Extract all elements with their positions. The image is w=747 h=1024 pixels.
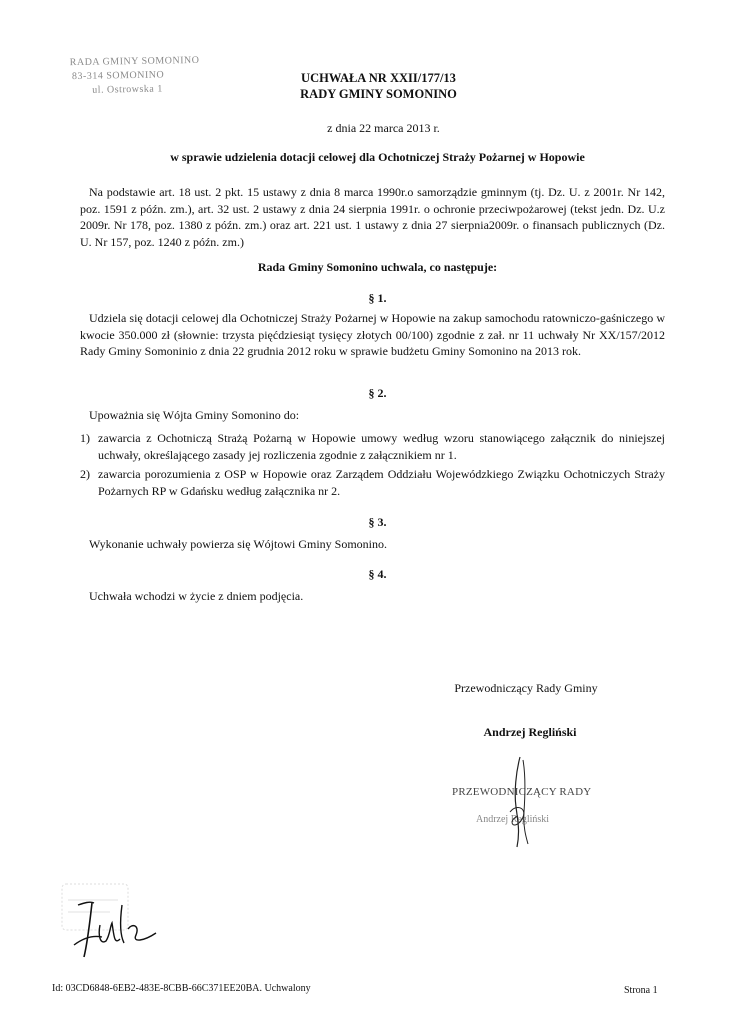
section-1-text: Udziela się dotacji celowej dla Ochotniczej Straży Pożarnej w Hopowie na zakup samochodu ratowniczo-gaśniczego w kwocie 350.000 zł (słownie: trzysta pięćdziesiąt tysięcy złotych 00/100) zgodnie z zał. nr 11 uchwały Nr XX/157/2012 Rady Gminy Somoninio z dnia 22 grudnia 2012 roku w sprawie budżetu Gminy Somonino na 2013 rok. [80, 311, 665, 358]
section-1-label: § 1. [368, 291, 387, 305]
page-number: Strona 1 [624, 985, 658, 996]
section-2-label: § 2. [368, 386, 387, 400]
preamble: Na podstawie art. 18 ust. 2 pkt. 15 ustawy z dnia 8 marca 1990r.o samorządzie gminnym (tj. Dz. U. z 2001r. Nr 142, poz. 1591 z późn. zm.), art. 32 ust. 2 ustawy z dnia 24 sierpnia 1991r. o ochronie przeciwpożarowej (tekst jedn. Dz. U.z 2009r. Nr 178, poz. 1380 z późn. zm.) oraz art. 221 ust. 1 ustawy z dnia 27 sierpnia2009r. o finansach publicznych (Dz. U. Nr 157, poz. 1240 z późn. zm.) [80, 185, 665, 249]
title-line-2: RADY GMINY SOMONINO [300, 87, 457, 101]
document-subject: w sprawie udzielenia dotacji celowej dla Ochotniczej Straży Pożarnej w Hopowie [170, 150, 585, 164]
document-date: z dnia 22 marca 2013 r. [327, 121, 440, 135]
document-title [0, 70, 747, 102]
document-id: Id: 03CD6848-6EB2-483E-8CBB-66C371EE20BA. Uchwalony [52, 983, 311, 994]
item-number: 2) [80, 467, 90, 481]
signatory-role: Przewodniczący Rady Gminy [454, 681, 598, 695]
section-2-intro: Upoważnia się Wójta Gminy Somonino do: [89, 408, 300, 422]
resolution-formula: Rada Gminy Somonino uchwala, co następuje: [257, 260, 498, 274]
section-4-label: § 4. [368, 567, 387, 581]
item-text: zawarcia porozumienia z OSP w Hopowie oraz Zarządem Oddziału Wojewódzkiego Związku Ochotniczych Straży Pożarnych RP w Gdańsku według załącznika nr 2. [98, 467, 665, 498]
initials-signature-icon [70, 895, 160, 965]
stamp-line-3: ul. Ostrowska 1 [92, 83, 163, 96]
stamp-line-2: 83-314 SOMONINO [71, 69, 165, 83]
section-4-text: Uchwała wchodzi w życie z dniem podjęcia. [89, 589, 304, 603]
chairman-stamp-line-1: PRZEWODNICZĄCY RADY [452, 786, 592, 798]
chairman-stamp-line-2: Andrzej Regliński [476, 814, 550, 825]
title-line-1: UCHWAŁA NR XXII/177/13 [301, 71, 456, 85]
item-number: 1) [80, 431, 90, 445]
item-text: zawarcia z Ochotniczą Strażą Pożarną w Hopowie umowy według wzoru stanowiącego załącznik do niniejszej uchwały, określającego zasady jej rozliczenia zgodnie z załącznikiem nr 1. [98, 431, 665, 462]
stamp-line-1: RADA GMINY SOMONINO [69, 54, 200, 69]
section-2-item-1 [80, 430, 665, 463]
section-2-item-2 [80, 466, 665, 499]
section-3-label: § 3. [368, 515, 387, 529]
chairman-signature-icon [490, 752, 550, 852]
signatory-name: Andrzej Regliński [483, 725, 577, 739]
section-3-text: Wykonanie uchwały powierza się Wójtowi Gminy Somonino. [89, 537, 388, 551]
